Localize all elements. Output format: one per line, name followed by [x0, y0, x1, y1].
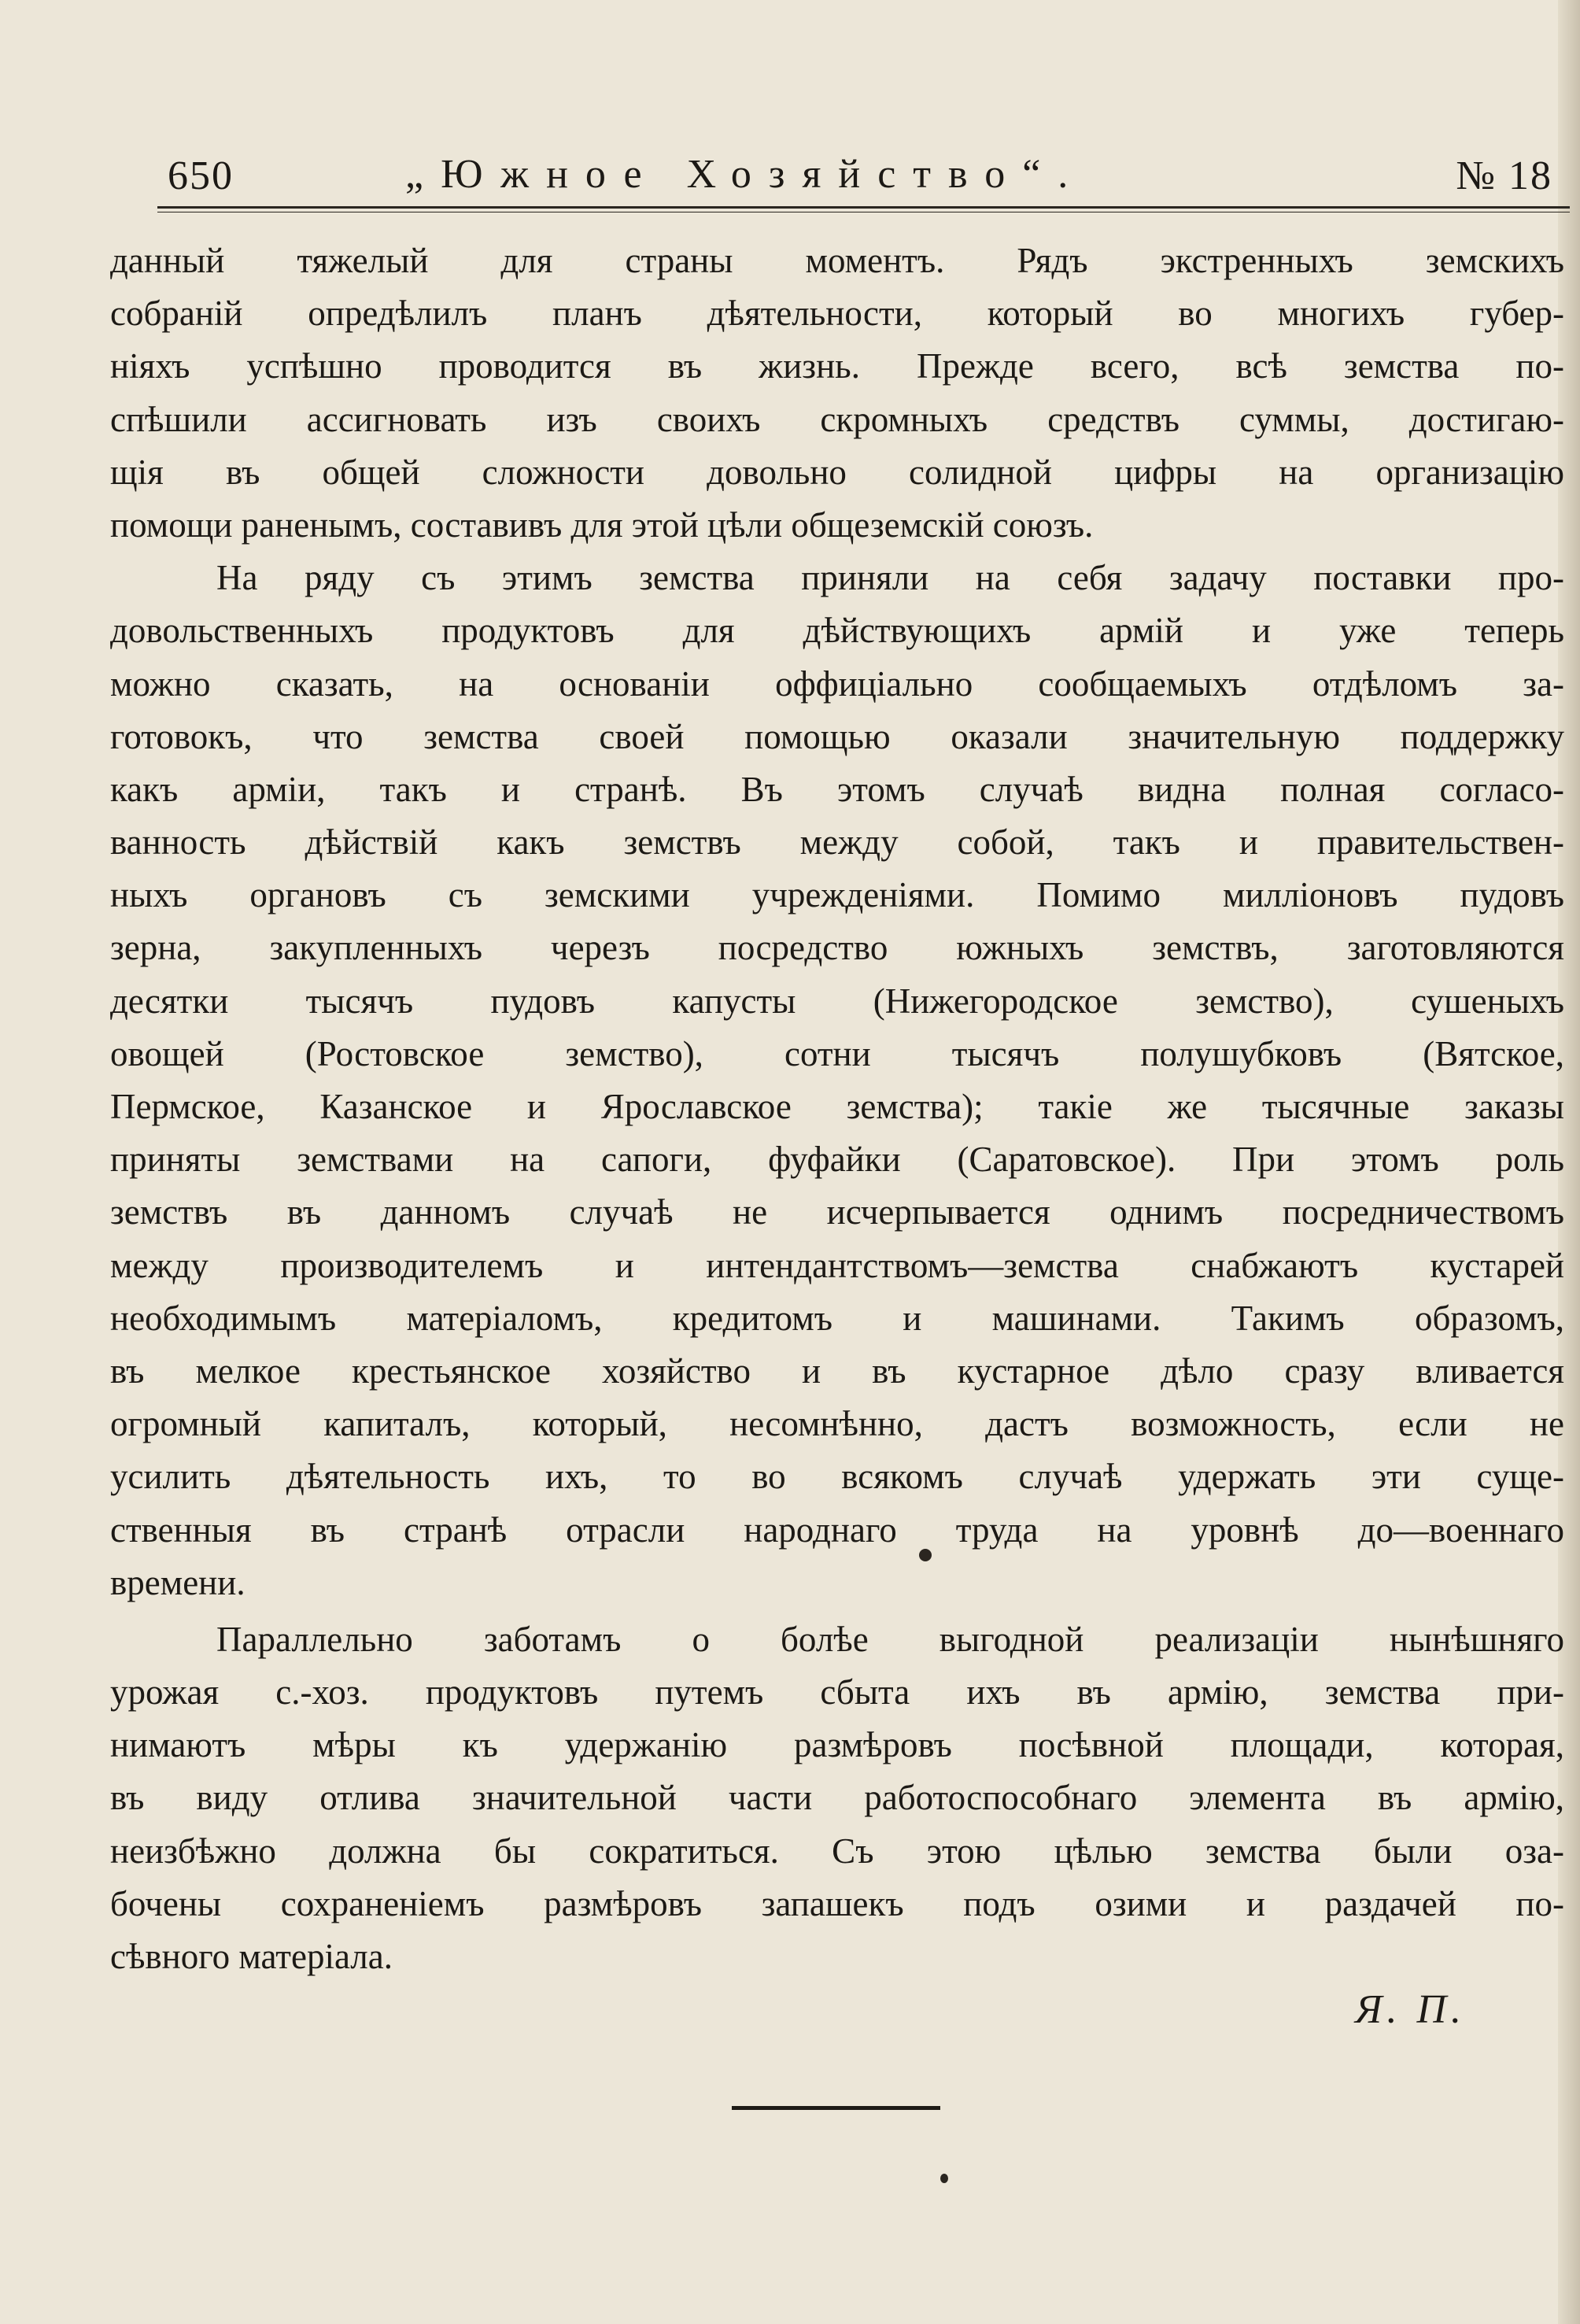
text-line: приняты земствами на сапоги, фуфайки (Саратовское). При этомъ роль [110, 1140, 1564, 1180]
text-line: необходимымъ матеріаломъ, кредитомъ и машинами. Такимъ образомъ, [110, 1298, 1564, 1338]
text-line: неизбѣжно должна бы сократиться. Съ этою цѣлью земства были оза- [110, 1831, 1564, 1871]
text-line: Параллельно заботамъ о болѣе выгодной реализаціи нынѣшняго [216, 1619, 1564, 1659]
text-line: нимаютъ мѣры къ удержанію размѣровъ посѣвной площади, которая, [110, 1725, 1564, 1765]
text-line: довольственныхъ продуктовъ для дѣйствующихъ армій и уже теперь [110, 611, 1564, 651]
text-line: какъ арміи, такъ и странѣ. Въ этомъ случаѣ видна полная согласо- [110, 769, 1564, 809]
text-line: ванность дѣйствій какъ земствъ между собой, такъ и правительствен- [110, 822, 1564, 863]
header-rule [157, 206, 1570, 212]
text-line: времени. [110, 1562, 245, 1602]
text-line: сѣвного матеріала. [110, 1937, 393, 1976]
page-header [161, 148, 1570, 203]
text-line: между производителемъ и интендантствомъ—земства снабжаютъ кустарей [110, 1245, 1564, 1285]
text-line: зерна, закупленныхъ черезъ посредство южныхъ земствъ, заготовляются [110, 928, 1564, 968]
issue-number: № 18 [1456, 153, 1552, 198]
text-line: Пермское, Казанское и Ярославское земства); такіе же тысячные заказы [110, 1087, 1564, 1126]
text-line: На ряду съ этимъ земства приняли на себя задачу поставки про- [216, 558, 1564, 598]
text-line: данный тяжелый для страны моментъ. Рядъ экстренныхъ земскихъ [110, 241, 1564, 280]
text-line: земствъ въ данномъ случаѣ не исчерпывается однимъ посредничествомъ [110, 1192, 1564, 1232]
page-number: 650 [168, 153, 234, 198]
paragraph-1 [110, 235, 1564, 552]
end-rule [732, 2106, 940, 2110]
text-line: въ виду отлива значительной части работоспособнаго элемента въ армію, [110, 1778, 1564, 1818]
text-line: ніяхъ успѣшно проводится въ жизнь. Прежде всего, всѣ земства по- [110, 346, 1564, 386]
paragraph-3 [110, 1613, 1564, 1983]
text-line: усилить дѣятельность ихъ, то во всякомъ случаѣ удержать эти суще- [110, 1457, 1564, 1497]
text-line: собраній опредѣлилъ планъ дѣятельности, который во многихъ губер- [110, 294, 1564, 334]
text-line: щія въ общей сложности довольно солидной цифры на организацію [110, 452, 1564, 492]
text-line: бочены сохраненіемъ размѣровъ запашекъ подъ озими и раздачей по- [110, 1883, 1564, 1923]
text-line: можно сказать, на основаніи оффиціально сообщаемыхъ отдѣломъ за- [110, 663, 1564, 704]
text-line: въ мелкое крестьянское хозяйство и въ кустарное дѣло сразу вливается [110, 1350, 1564, 1391]
text-line: ственныя въ странѣ отрасли народнаго труда на уровнѣ до—военнаго [110, 1509, 1564, 1550]
text-line: готовокъ, что земства своей помощью оказали значительную поддержку [110, 716, 1564, 756]
text-line: овощей (Ростовское земство), сотни тысячъ полушубковъ (Вятское, [110, 1033, 1564, 1073]
journal-title: „Южное Хозяйство“. [405, 152, 1086, 197]
ink-spot [919, 1549, 932, 1561]
text-line: урожая с.-хоз. продуктовъ путемъ сбыта ихъ въ армію, земства при- [110, 1672, 1564, 1713]
text-line: помощи раненымъ, составивъ для этой цѣли общеземскій союзъ. [110, 504, 1094, 545]
article-body [110, 235, 1564, 1983]
ink-spot [940, 2174, 948, 2183]
text-line: спѣшили ассигновать изъ своихъ скромныхъ средствъ суммы, достигаю- [110, 399, 1564, 439]
author-signature: Я. П. [1355, 1987, 1466, 2032]
text-line: десятки тысячъ пудовъ капусты (Нижегородское земство), сушеныхъ [110, 981, 1564, 1021]
text-line: огромный капиталъ, который, несомнѣнно, дастъ возможность, если не [110, 1404, 1564, 1444]
text-line: ныхъ органовъ съ земскими учрежденіями. Помимо милліоновъ пудовъ [110, 875, 1564, 915]
paragraph-2 [110, 552, 1564, 1609]
